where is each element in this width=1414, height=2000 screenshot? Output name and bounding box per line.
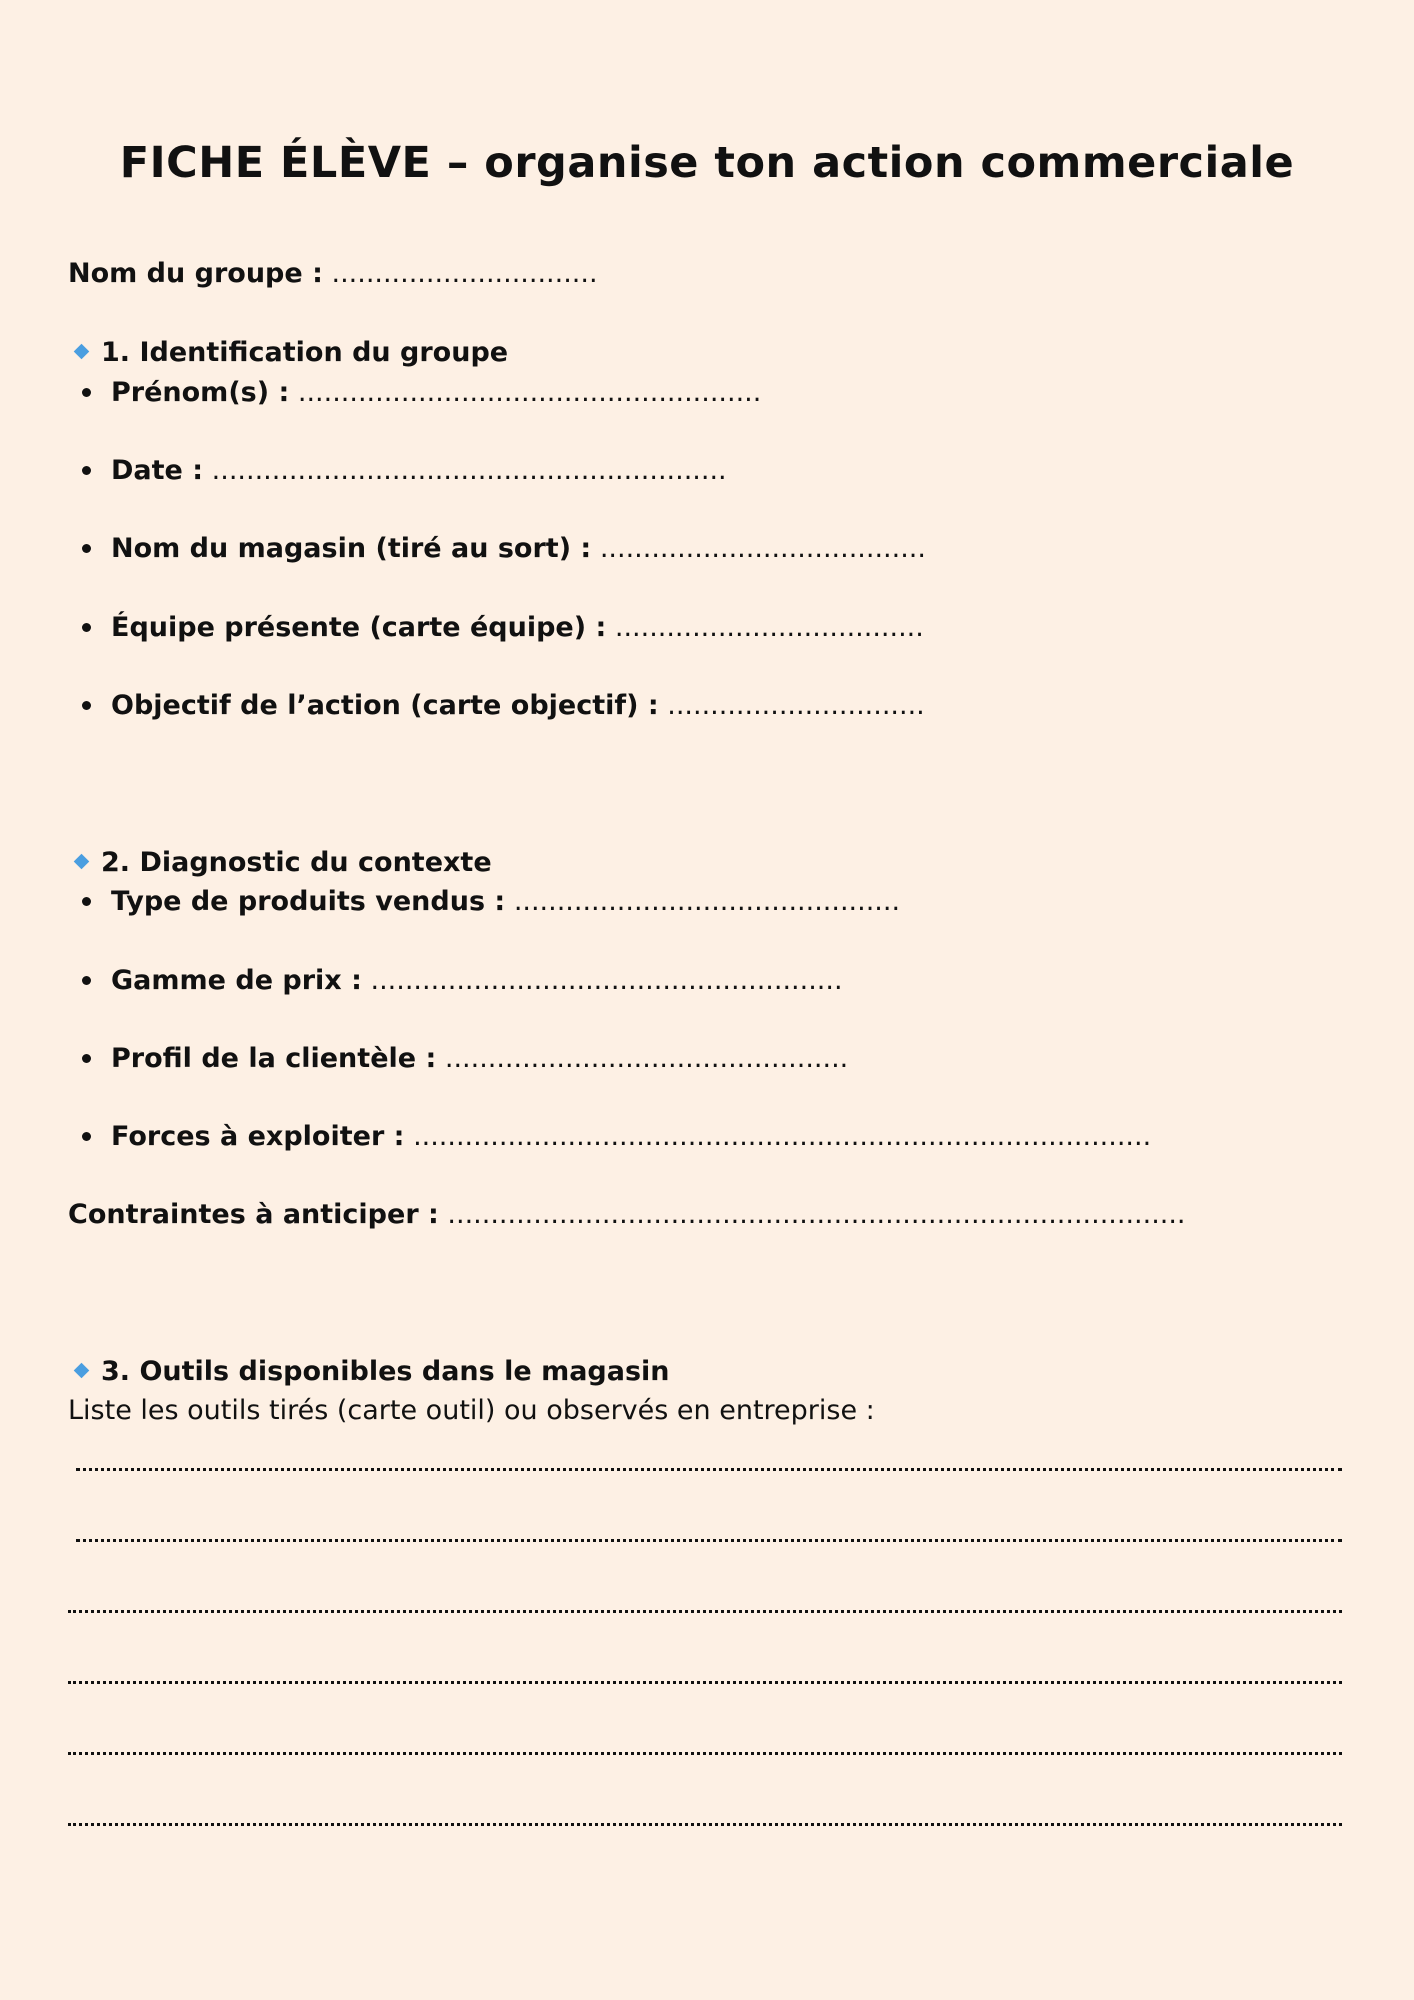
field-label: Date :	[111, 455, 204, 486]
bullet-dot-icon	[82, 1132, 91, 1141]
field-label: Profil de la clientèle :	[111, 1043, 437, 1074]
bullet-dot-icon	[82, 388, 91, 397]
field-label: Équipe présente (carte équipe) :	[111, 612, 607, 643]
field-label: Objectif de l’action (carte objectif) :	[111, 690, 659, 721]
field-fill-line[interactable]: ......................................................	[297, 377, 762, 408]
list-item	[82, 1041, 848, 1077]
diamond-bullet-icon	[74, 1363, 90, 1379]
field-label: Nom du magasin (tiré au sort) :	[111, 533, 592, 564]
list-item	[82, 531, 926, 567]
writing-line[interactable]	[68, 1681, 1342, 1684]
field-fill-line[interactable]: .............................................	[513, 886, 901, 917]
bullet-dot-icon	[82, 701, 91, 710]
section-3-heading	[72, 1354, 670, 1390]
group-name-label: Nom du groupe :	[68, 258, 323, 289]
section-1-title: 1. Identification du groupe	[101, 337, 509, 368]
list-item	[82, 610, 924, 646]
bullet-dot-icon	[82, 544, 91, 553]
bullet-dot-icon	[82, 897, 91, 906]
field-fill-line[interactable]: ......................................	[599, 533, 926, 564]
section-2-heading	[72, 845, 492, 881]
constraints-label: Contraintes à anticiper :	[68, 1199, 439, 1230]
diamond-bullet-icon	[74, 854, 90, 870]
field-fill-line[interactable]: .......................................................	[370, 965, 843, 996]
list-item	[82, 884, 900, 920]
field-fill-line[interactable]: ....................................	[614, 612, 924, 643]
writing-line[interactable]	[76, 1539, 1342, 1542]
group-name-row	[68, 256, 598, 292]
constraints-row	[68, 1197, 1186, 1233]
bullet-dot-icon	[82, 976, 91, 985]
bullet-dot-icon	[82, 623, 91, 632]
writing-line[interactable]	[68, 1752, 1342, 1755]
list-item	[82, 453, 727, 489]
list-item	[82, 963, 843, 999]
group-name-fill[interactable]: ...............................	[331, 258, 598, 289]
field-label: Prénom(s) :	[111, 377, 290, 408]
field-fill-line[interactable]: ............................................................	[211, 455, 727, 486]
diamond-bullet-icon	[74, 344, 90, 360]
field-label: Type de produits vendus :	[111, 886, 506, 917]
field-fill-line[interactable]: ...............................................	[444, 1043, 849, 1074]
section-1-heading	[72, 335, 508, 371]
field-label: Gamme de prix :	[111, 965, 362, 996]
list-item	[82, 375, 761, 411]
writing-line[interactable]	[68, 1823, 1342, 1826]
bullet-dot-icon	[82, 466, 91, 475]
section-3-instruction: Liste les outils tirés (carte outil) ou observés en entreprise :	[68, 1395, 875, 1426]
field-fill-line[interactable]: ......................................................................................	[413, 1121, 1152, 1152]
list-item	[82, 1119, 1151, 1155]
writing-line[interactable]	[76, 1468, 1342, 1471]
section-3-title: 3. Outils disponibles dans le magasin	[101, 1356, 670, 1387]
constraints-fill-line[interactable]: ......................................................................................	[447, 1199, 1186, 1230]
field-label: Forces à exploiter :	[111, 1121, 405, 1152]
field-fill-line[interactable]: ..............................	[667, 690, 925, 721]
bullet-dot-icon	[82, 1054, 91, 1063]
list-item	[82, 688, 925, 724]
page-title: FICHE ÉLÈVE – organise ton action commerciale	[119, 138, 1295, 188]
section-2-title: 2. Diagnostic du contexte	[101, 847, 492, 878]
writing-line[interactable]	[68, 1610, 1342, 1613]
